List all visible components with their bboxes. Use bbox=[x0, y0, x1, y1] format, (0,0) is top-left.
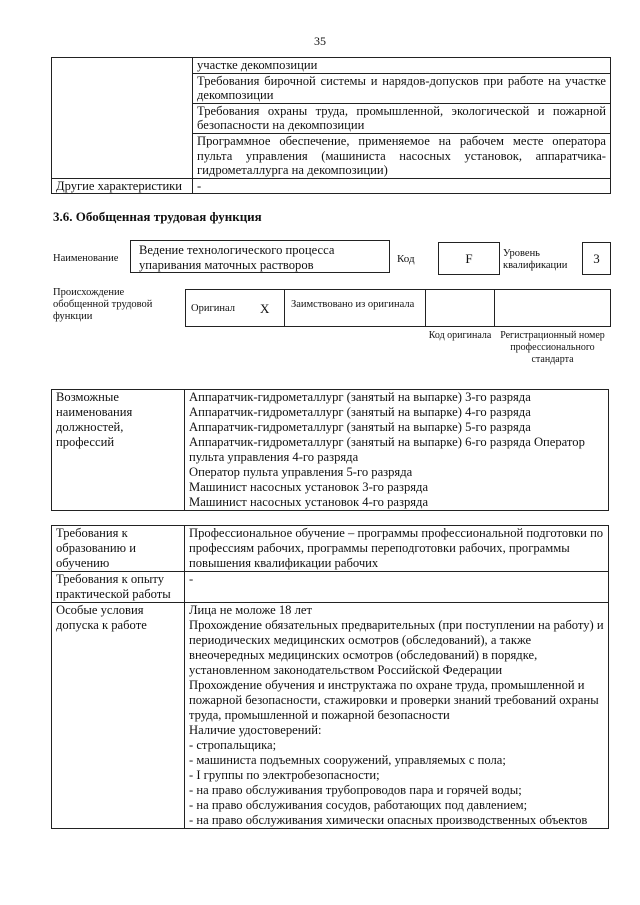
code-label: Код bbox=[397, 253, 415, 265]
table-row bbox=[52, 603, 609, 829]
table-row bbox=[52, 572, 609, 603]
code-box bbox=[438, 242, 500, 275]
experience-text: - bbox=[189, 572, 194, 586]
origin-label: Происхождение обобщенной трудовой функции bbox=[53, 287, 153, 322]
original-code-caption: Код оригинала bbox=[428, 330, 492, 341]
level-label: Уровень квалификации bbox=[503, 248, 568, 271]
function-name-box bbox=[130, 240, 390, 273]
table-cell-left bbox=[52, 58, 193, 179]
position-item: Аппаратчик-гидрометаллург (занятый на выпарке) 4-го разряда bbox=[189, 405, 531, 419]
function-name-value: Ведение технологического процесса упаривания маточных растворов bbox=[139, 243, 335, 272]
table-row bbox=[52, 526, 609, 572]
position-item: Аппаратчик-гидрометаллург (занятый на выпарке) 3-го разряда bbox=[189, 390, 531, 404]
reg-number-box bbox=[494, 289, 611, 327]
original-mark: X bbox=[260, 301, 270, 316]
admission-line: Прохождение обучения и инструктажа по охране труда, промышленной и пожарной безопасности, стажировки и проверки знаний требований охраны труда, промышленной и пожарной безопасности bbox=[189, 678, 599, 722]
level-value: 3 bbox=[593, 251, 600, 266]
admission-line: - на право обслуживания химически опасных производственных объектов bbox=[189, 813, 588, 827]
admission-line: - машиниста подъемных сооружений, управляемых с пола; bbox=[189, 753, 506, 767]
positions-list bbox=[185, 390, 609, 511]
position-item: Аппаратчик-гидрометаллург (занятый на выпарке) 5-го разряда bbox=[189, 420, 531, 434]
position-item: Машинист насосных установок 3-го разряда bbox=[189, 480, 429, 494]
table-row bbox=[52, 58, 611, 74]
admission-line: Прохождение обязательных предварительных (при поступлении на работу) и периодических медицинских осмотров (обследований), а также внеочередных медицинских осмотров (обследований) в порядке, установленном законодательством Российской Федерации bbox=[189, 618, 604, 677]
admission-line: Лица не моложе 18 лет bbox=[189, 603, 312, 617]
code-value: F bbox=[465, 251, 473, 266]
borrowed-box bbox=[284, 289, 426, 327]
page-number: 35 bbox=[314, 34, 326, 48]
borrowed-label: Заимствовано из оригинала bbox=[291, 299, 415, 310]
admission-line: - на право обслуживания сосудов, работающих под давлением; bbox=[189, 798, 528, 812]
position-item: Машинист насосных установок 4-го разряда bbox=[189, 495, 429, 509]
level-box bbox=[582, 242, 611, 275]
table-cell-right: Программное обеспечение, применяемое на рабочем месте оператора пульта управления (машиниста насосных установок, аппаратчика-гидрометаллурга на декомпозиции) bbox=[193, 133, 611, 178]
reg-number-caption: Регистрационный номер профессионального стандарта bbox=[500, 330, 605, 365]
admission-line: - I группы по электробезопасности; bbox=[189, 768, 380, 782]
admission-value bbox=[185, 603, 609, 829]
original-code-box bbox=[425, 289, 495, 327]
experience-value bbox=[185, 572, 609, 603]
name-label: Наименование bbox=[53, 253, 119, 264]
positions-label: Возможные наименования должностей, профессий bbox=[52, 390, 185, 511]
position-item: Аппаратчик-гидрометаллург (занятый на выпарке) 6-го разряда Оператор пульта управления 4-го разряда bbox=[189, 435, 585, 464]
education-value bbox=[185, 526, 609, 572]
table-cell-right: участке декомпозиции bbox=[193, 58, 611, 74]
other-characteristics-label: Другие характеристики bbox=[52, 178, 193, 194]
section-title: 3.6. Обобщенная трудовая функция bbox=[53, 209, 262, 224]
education-label: Требования к образованию и обучению bbox=[52, 526, 185, 572]
other-characteristics-value: - bbox=[193, 178, 611, 194]
position-item: Оператор пульта управления 5-го разряда bbox=[189, 465, 413, 479]
education-text: Профессиональное обучение – программы профессиональной подготовки по профессиям рабочих, программы переподготовки рабочих, программы повышения квалификации рабочих bbox=[189, 526, 604, 570]
positions-table bbox=[51, 389, 609, 511]
admission-line: - на право обслуживания трубопроводов пара и горячей воды; bbox=[189, 783, 522, 797]
table-row bbox=[52, 178, 611, 194]
original-label: Оригинал bbox=[191, 303, 235, 314]
experience-label: Требования к опыту практической работы bbox=[52, 572, 185, 603]
original-box bbox=[185, 289, 285, 327]
table-cell-right: Требования охраны труда, промышленной, экологической и пожарной безопасности на декомпозиции bbox=[193, 103, 611, 133]
table-cell-right: Требования бирочной системы и нарядов-допусков при работе на участке декомпозиции bbox=[193, 73, 611, 103]
admission-label: Особые условия допуска к работе bbox=[52, 603, 185, 829]
table-row bbox=[52, 390, 609, 511]
admission-line: - стропальщика; bbox=[189, 738, 277, 752]
requirements-table bbox=[51, 525, 609, 829]
top-characteristics-table bbox=[51, 57, 611, 194]
admission-line: Наличие удостоверений: bbox=[189, 723, 322, 737]
